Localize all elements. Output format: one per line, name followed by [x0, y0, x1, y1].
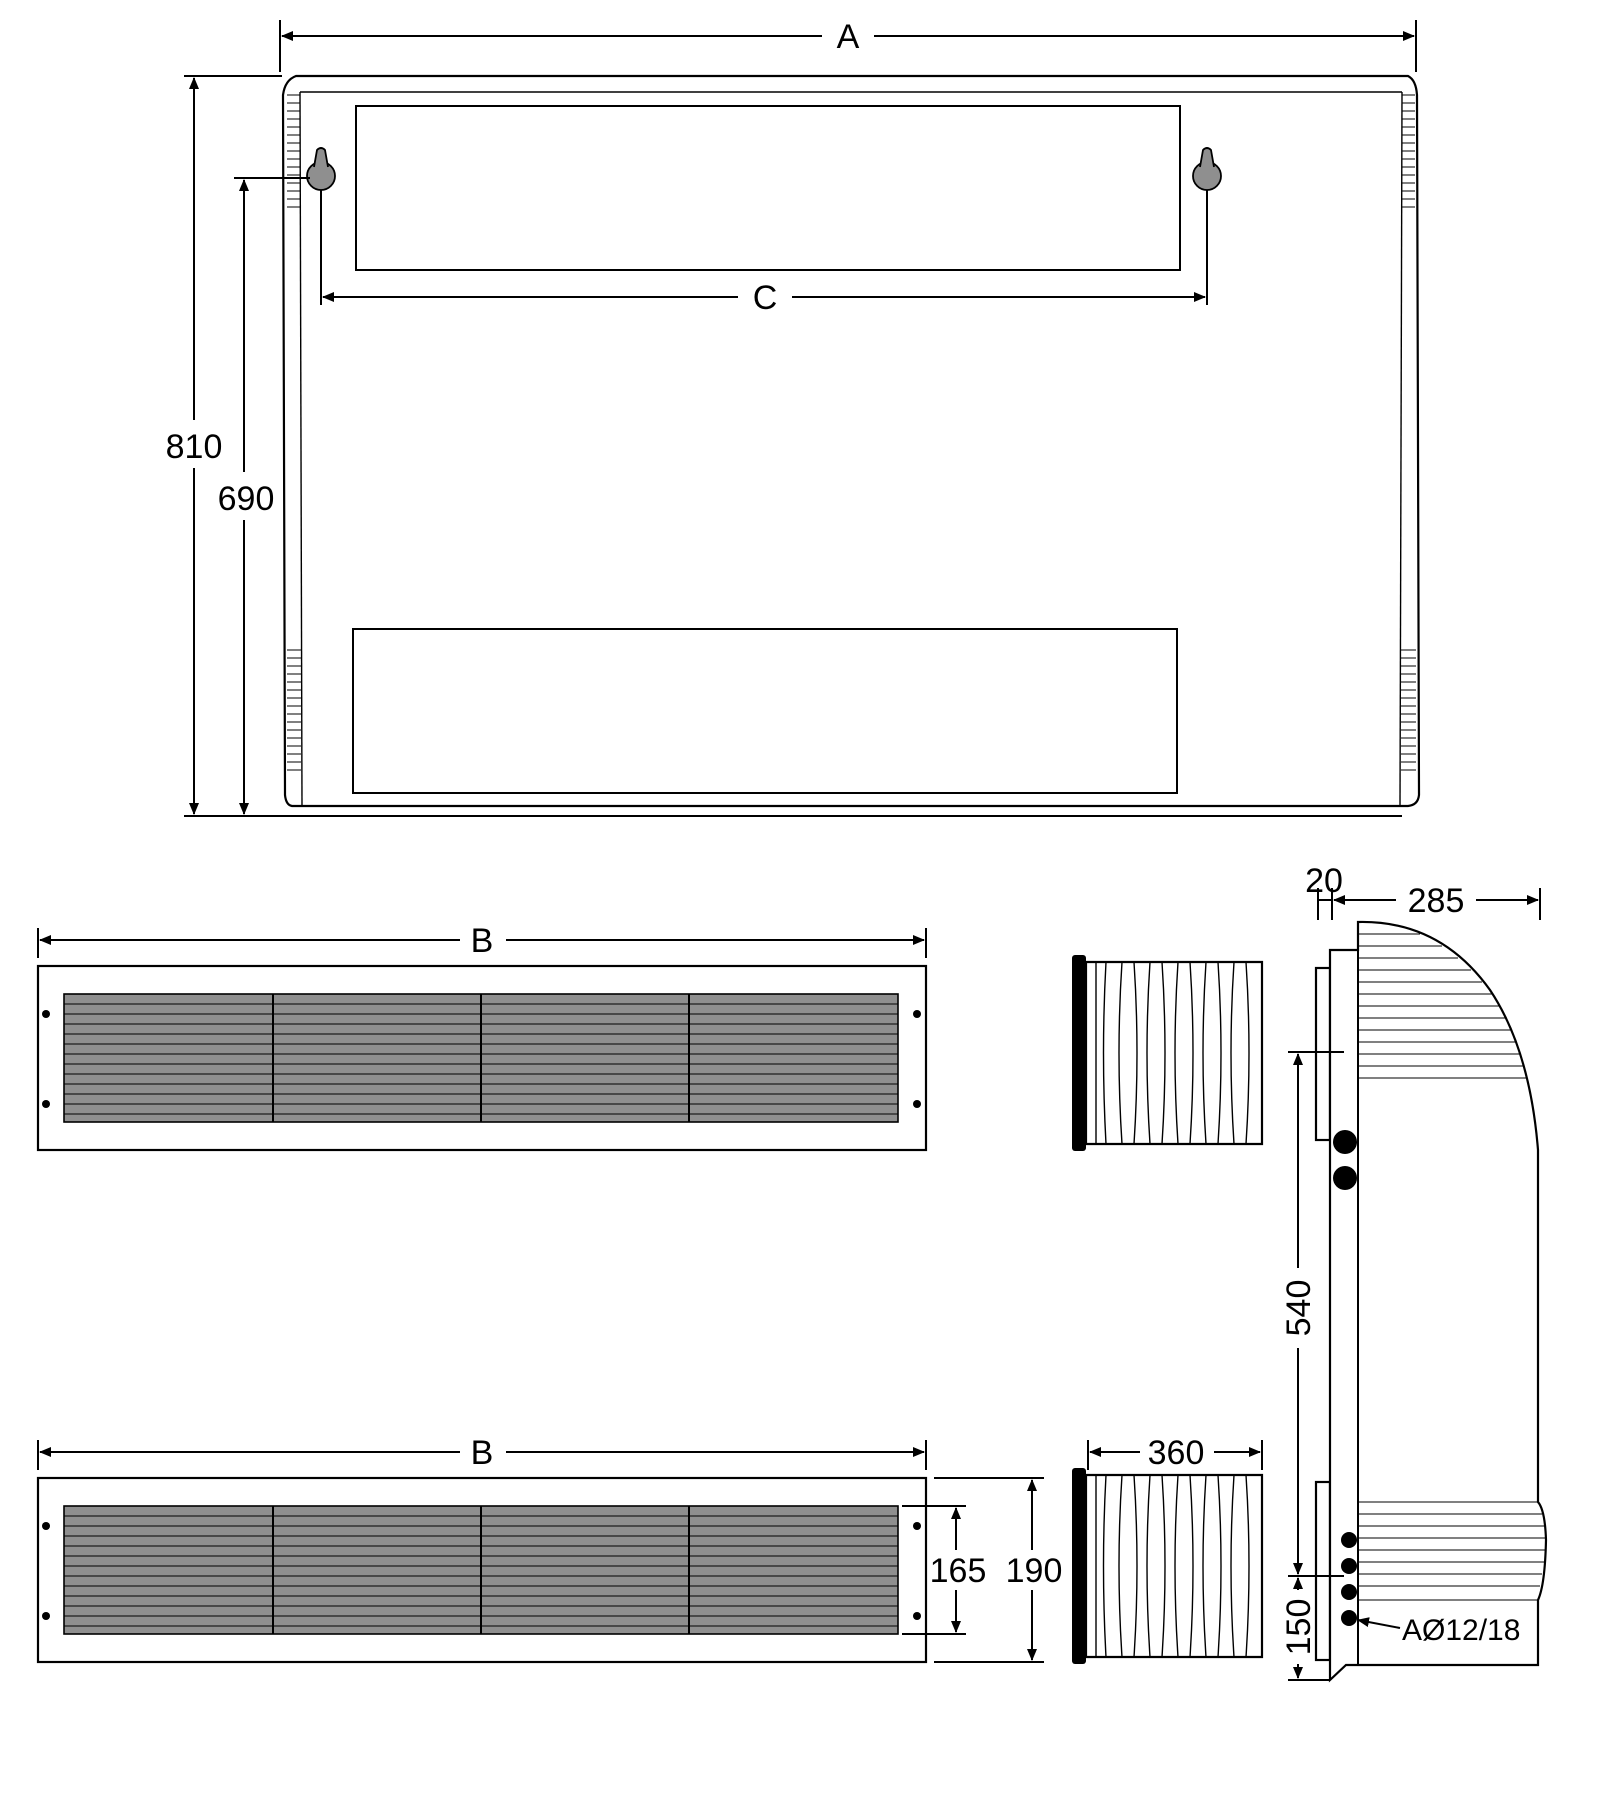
side-back-plate-bottom [1316, 1482, 1330, 1660]
side-back-plate-top [1316, 968, 1330, 1140]
screw-hole [42, 1522, 50, 1530]
screw-hole [42, 1100, 50, 1108]
screw-hole [42, 1612, 50, 1620]
duct-top-body [1086, 962, 1262, 1144]
dimension-360 [1088, 1434, 1262, 1472]
label-540: 540 [1280, 1279, 1318, 1337]
label-150: 150 [1280, 1598, 1318, 1656]
grille-bottom [38, 1434, 1062, 1662]
label-20: 20 [1305, 862, 1343, 900]
screw-hole [42, 1010, 50, 1018]
front-body-outline [283, 76, 1419, 806]
side-body [1330, 922, 1546, 1680]
pipe-connection-bottom [1341, 1558, 1357, 1574]
label-690: 690 [217, 480, 275, 518]
pipe-connection-top [1333, 1130, 1357, 1154]
dimension-285 [1334, 882, 1540, 920]
label-c: C [752, 279, 778, 317]
label-360: 360 [1147, 1434, 1205, 1472]
label-b-bottom: B [470, 1434, 494, 1472]
screw-hole [913, 1100, 921, 1108]
dimension-a [280, 18, 1416, 72]
label-285: 285 [1407, 882, 1465, 920]
dimension-20 [1305, 862, 1343, 920]
label-a: A [836, 18, 860, 56]
side-view [1280, 862, 1546, 1680]
label-165: 165 [929, 1552, 987, 1590]
label-pipe-connection: AØ12/18 [1402, 1614, 1521, 1647]
pipe-connection-bottom [1341, 1532, 1357, 1548]
front-view [166, 18, 1419, 816]
pipe-connection-bottom [1341, 1584, 1357, 1600]
duct-bottom-flange [1072, 1468, 1086, 1664]
dimension-b-top [38, 922, 926, 960]
dimension-b-bottom [38, 1434, 926, 1472]
grille-top [38, 922, 926, 1150]
duct-bottom [1072, 1434, 1262, 1664]
label-190: 190 [1005, 1552, 1063, 1590]
screw-hole [913, 1010, 921, 1018]
duct-top-flange [1072, 955, 1086, 1151]
label-b-top: B [470, 922, 494, 960]
dimension-810 [166, 76, 302, 816]
label-810: 810 [165, 428, 223, 466]
pipe-connection-bottom [1341, 1610, 1357, 1626]
duct-top [1072, 955, 1262, 1151]
duct-bottom-body [1086, 1475, 1262, 1657]
pipe-connection-top [1333, 1166, 1357, 1190]
screw-hole [913, 1612, 921, 1620]
screw-hole [913, 1522, 921, 1530]
